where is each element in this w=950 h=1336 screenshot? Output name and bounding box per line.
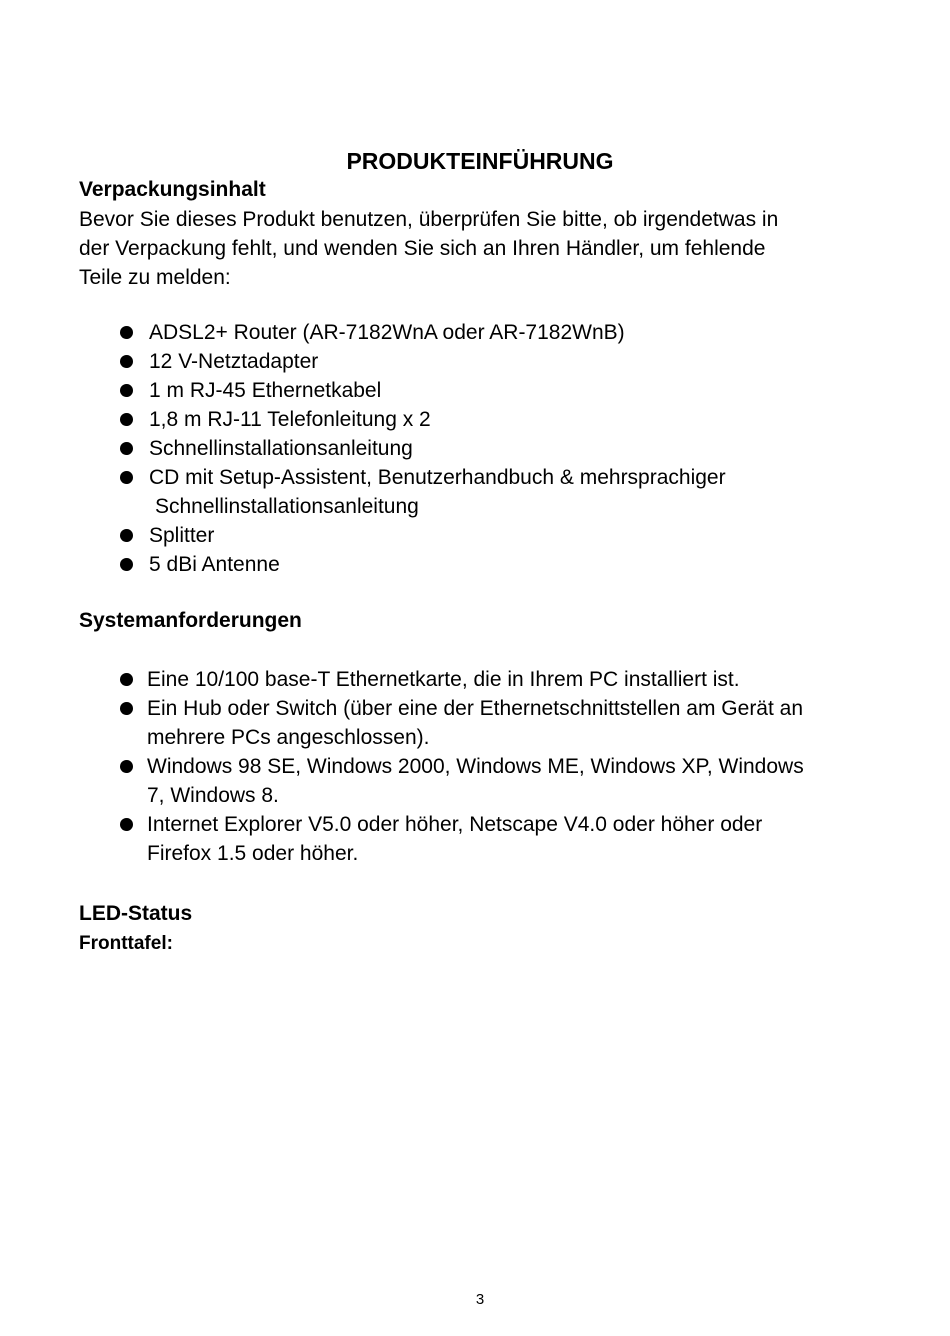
list-item-text: Schnellinstallationsanleitung	[149, 437, 413, 460]
bullet-icon	[120, 529, 133, 542]
bullet-icon	[120, 413, 133, 426]
list-item	[120, 463, 820, 521]
led-subheading: Fronttafel:	[79, 933, 173, 954]
bullet-icon	[120, 442, 133, 455]
bullet-icon	[120, 326, 133, 339]
bullet-icon	[120, 384, 133, 397]
list-item	[120, 810, 890, 868]
list-item-continuation: Schnellinstallationsanleitung	[155, 495, 419, 518]
list-item-text: Firefox 1.5 oder höher.	[147, 842, 359, 865]
list-item-text: CD mit Setup-Assistent, Benutzerhandbuch & mehrsprachiger	[149, 466, 726, 489]
list-item	[120, 752, 890, 810]
list-item	[120, 318, 820, 347]
list-item	[120, 434, 820, 463]
list-item-text: Windows 98 SE, Windows 2000, Windows ME, Windows XP, Windows	[147, 755, 804, 778]
list-item-text: Splitter	[149, 524, 215, 547]
list-item-text: 12 V-Netztadapter	[149, 350, 319, 373]
list-item	[120, 521, 820, 550]
list-item	[120, 376, 820, 405]
intro-line: Bevor Sie dieses Produkt benutzen, überprüfen Sie bitte, ob irgendetwas in	[79, 208, 779, 231]
page-number: 3	[475, 1291, 485, 1308]
list-item-text: Internet Explorer V5.0 oder höher, Netscape V4.0 oder höher oder	[147, 813, 763, 836]
list-item-text: Ein Hub oder Switch (über eine der Ethernetschnittstellen am Gerät an	[147, 697, 804, 720]
list-item	[120, 550, 820, 579]
list-item	[120, 405, 820, 434]
bullet-icon	[120, 355, 133, 368]
package-contents-list	[120, 318, 820, 579]
list-item-text: 1 m RJ-45 Ethernetkabel	[149, 379, 382, 402]
requirements-list	[120, 665, 890, 868]
page-title: PRODUKTEINFÜHRUNG	[346, 148, 614, 174]
bullet-icon	[120, 673, 133, 686]
bullet-icon	[120, 702, 133, 715]
led-heading: LED-Status	[79, 902, 193, 925]
bullet-icon	[120, 471, 133, 484]
bullet-icon	[120, 818, 133, 831]
list-item-text: 5 dBi Antenne	[149, 553, 280, 576]
list-item-text: 1,8 m RJ-11 Telefonleitung x 2	[149, 408, 431, 431]
list-item-text: ADSL2+ Router (AR-7182WnA oder AR-7182WnB)	[149, 321, 625, 344]
packaging-intro	[79, 205, 879, 292]
list-item-text: 7, Windows 8.	[147, 784, 279, 807]
list-item	[120, 347, 820, 376]
intro-line: Teile zu melden:	[79, 266, 231, 289]
list-item-text: Eine 10/100 base-T Ethernetkarte, die in Ihrem PC installiert ist.	[147, 668, 740, 691]
bullet-icon	[120, 558, 133, 571]
list-item	[120, 694, 890, 752]
intro-line: der Verpackung fehlt, und wenden Sie sich an Ihren Händler, um fehlende	[79, 237, 766, 260]
list-item	[120, 665, 890, 694]
requirements-heading: Systemanforderungen	[79, 609, 302, 632]
list-item-text: mehrere PCs angeschlossen).	[147, 726, 430, 749]
bullet-icon	[120, 760, 133, 773]
packaging-heading: Verpackungsinhalt	[79, 178, 266, 201]
